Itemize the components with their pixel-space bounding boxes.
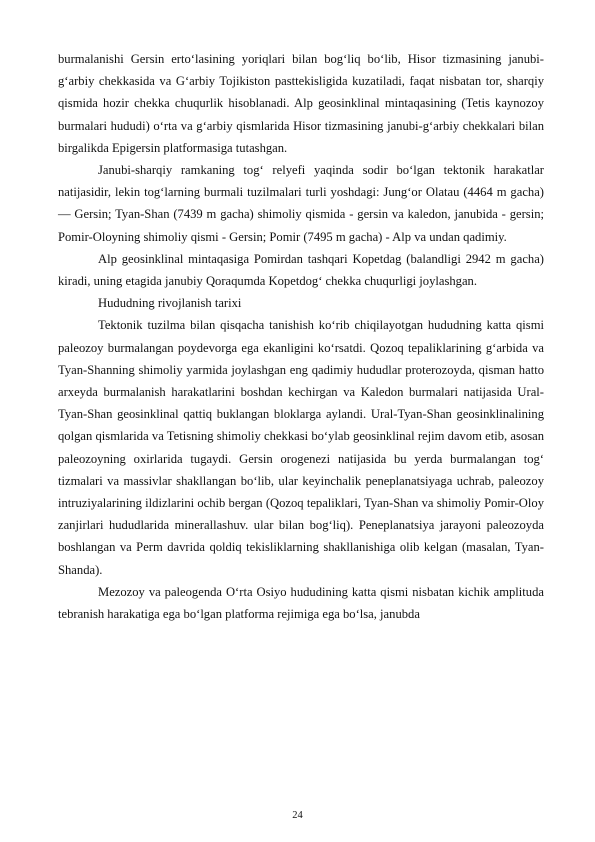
page-number: 24 [292,810,303,821]
document-page [58,48,544,625]
paragraph-1: burmalanishi Gersin ertoʻlasining yoriqlari bilan bogʻliq boʻlib, Hisor tizmasining janubi-gʻarbiy chekkasida va Gʻarbiy Tojikiston pasttekisligida kuzatiladi, faqat nisbatan tor, sharqiy qismida hozir chekka chuqurlik hisoblanadi. Alp geosinklinal mintaqasining (Tetis kaynozoy burmalari hududi) oʻrta va gʻarbiy qismlarida Hisor tizmasining janubi-gʻarbiy chekkalari bilan birgalikda Epigersin platformasiga tutashgan. [58,52,544,155]
paragraph-2: Janubi-sharqiy ramkaning togʻ relyefi yaqinda sodir boʻlgan tektonik harakatlar natijasidir, lekin togʻlarning burmali tuzilmalari turli yoshdagi: Jungʻor Olatau (4464 m gacha) — Gersin; Tyan-Shan (7439 m gacha) shimoliy qismida - gersin va kaledon, janubida - gersin; Pomir-Oloyning shimoliy qismi - Gersin; Pomir (7495 m gacha) - Alp va undan qadimiy. [58,163,544,244]
paragraph-3: Alp geosinklinal mintaqasiga Pomirdan tashqari Kopetdag (balandligi 2942 m gacha) kiradi, uning etagida janubiy Qoraqumda Kopetdog‘ chekka chuqurligi joylashgan. [58,251,544,289]
paragraph-5: Mezozoy va paleogenda Oʻrta Osiyo hududining katta qismi nisbatan kichik amplituda tebranish harakatiga ega boʻlgan platforma rejimiga ega boʻlsa, janubda [58,584,544,622]
paragraph-4: Tektonik tuzilma bilan qisqacha tanishish koʻrib chiqilayotgan hududning katta qismi paleozoy burmalangan poydevorga ega ekanligini koʻrsatdi. Qozoq tepaliklarining gʻarbida va Tyan-Shanning shimoliy yarmida joylashgan eng qadimiy hududlar proterozoyda, qisman hatto arxeyda burmalanish harakatlarini boshdan kechirgan va Kaledon burmalari natijasida Ural-Tyan-Shan geosinklinal qattiq buklangan bloklarga aylandi. Ural-Tyan-Shan geosinklinalining qolgan qismlarida va Tetisning shimoliy chekkasi boʻylab geosinklinal rejim davom etib, asosan paleozoyning oxirlarida tugaydi. Gersin orogenezi natijasida bu yerda burmalangan togʻ tizmalari va massivlar shakllangan boʻlib, ular keyinchalik peneplanatsiyaga uchrab, paleozoy intruziyalarining ildizlarini ochib bergan (Qozoq tepaliklari, Tyan-Shan va shimoliy Pomir-Oloy zanjirlari hududlarida minerallashuv. ular bilan bogʻliq). Peneplanatsiya jarayoni paleozoyda boshlangan va Perm davrida qoldiq tekisliklarning shakllanishiga olib kelgan (masalan, Tyan-Shanda). [58,318,544,577]
section-heading: Hududning rivojlanish tarixi [98,296,242,311]
